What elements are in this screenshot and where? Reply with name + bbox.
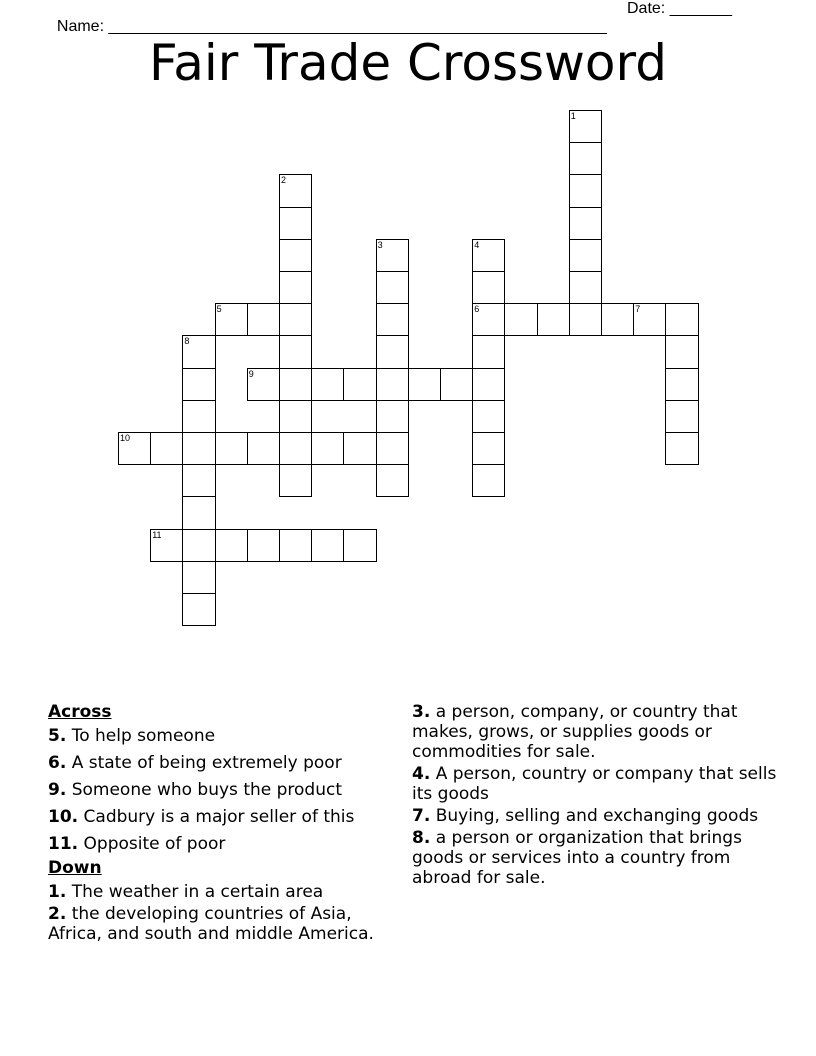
grid-cell[interactable] — [279, 529, 312, 562]
clue-column-right — [412, 702, 777, 890]
grid-cell[interactable] — [311, 432, 344, 465]
clue-item-text: The weather in a certain area — [66, 882, 324, 902]
clue-number-3: 3 — [377, 239, 383, 250]
clue-number-2: 2 — [281, 175, 287, 186]
grid-cell[interactable] — [633, 303, 666, 336]
clue-number-6: 6 — [474, 304, 480, 315]
grid-cell[interactable] — [150, 432, 183, 465]
grid-cell[interactable] — [504, 303, 537, 336]
clue-item-number: 3. — [412, 702, 431, 722]
grid-cell[interactable] — [343, 368, 376, 401]
grid-cell[interactable] — [472, 271, 505, 304]
grid-cell[interactable] — [665, 432, 698, 465]
grid-cell[interactable] — [376, 400, 409, 433]
clue-item — [412, 828, 777, 888]
grid-cell[interactable] — [215, 303, 248, 336]
grid-cell[interactable] — [279, 271, 312, 304]
grid-cell[interactable] — [311, 368, 344, 401]
grid-cell[interactable] — [343, 432, 376, 465]
clue-item-text: Opposite of poor — [78, 834, 226, 854]
grid-cell[interactable] — [440, 368, 473, 401]
grid-cell[interactable] — [182, 432, 215, 465]
clue-item-text: A state of being extremely poor — [66, 753, 342, 773]
grid-cell[interactable] — [376, 432, 409, 465]
grid-cell[interactable] — [569, 142, 602, 175]
clue-item — [48, 726, 403, 746]
clue-item-text: To help someone — [66, 726, 216, 746]
grid-cell[interactable] — [182, 593, 215, 626]
grid-cell[interactable] — [182, 529, 215, 562]
clue-item-number: 11. — [48, 834, 79, 854]
grid-cell[interactable] — [376, 464, 409, 497]
grid-cell[interactable] — [182, 368, 215, 401]
grid-cell[interactable] — [311, 529, 344, 562]
grid-cell[interactable] — [247, 529, 280, 562]
clue-number-5: 5 — [216, 304, 222, 315]
grid-cell[interactable] — [279, 368, 312, 401]
clue-item-text: a person or organization that brings goods or services into a country from abroad for sale. — [412, 828, 742, 888]
clue-item-number: 8. — [412, 828, 431, 848]
clue-item-text: A person, country or company that sells its goods — [412, 764, 777, 804]
name-field-label: Name: ________________________________________________________ — [56, 18, 607, 35]
grid-cell[interactable] — [279, 464, 312, 497]
grid-cell[interactable] — [665, 335, 698, 368]
grid-cell[interactable] — [569, 174, 602, 207]
clue-item-text: a person, company, or country that makes, grows, or supplies goods or commodities for sale. — [412, 702, 738, 762]
clue-item — [48, 904, 403, 944]
grid-cell[interactable] — [537, 303, 570, 336]
grid-cell[interactable] — [182, 400, 215, 433]
grid-cell[interactable] — [247, 432, 280, 465]
grid-cell[interactable] — [182, 496, 215, 529]
grid-cell[interactable] — [247, 303, 280, 336]
grid-cell[interactable] — [279, 207, 312, 240]
grid-cell[interactable] — [182, 335, 215, 368]
clue-item — [48, 834, 403, 854]
clue-number-1: 1 — [570, 111, 576, 121]
grid-cell[interactable] — [408, 368, 441, 401]
grid-cell[interactable] — [279, 303, 312, 336]
grid-cell[interactable] — [376, 239, 409, 272]
clue-item-number: 10. — [48, 807, 79, 827]
clue-number-7: 7 — [635, 304, 641, 315]
grid-cell[interactable] — [247, 368, 280, 401]
down-clue-list — [48, 882, 403, 944]
clue-number-10: 10 — [120, 433, 131, 443]
clue-item-number: 2. — [48, 904, 67, 924]
grid-cell[interactable] — [472, 335, 505, 368]
clue-number-11: 11 — [152, 529, 162, 540]
grid-cell[interactable] — [279, 432, 312, 465]
grid-cell[interactable] — [118, 432, 151, 465]
clue-item — [48, 753, 403, 773]
down-heading: Down — [48, 858, 102, 878]
across-clue-list — [48, 726, 403, 854]
clue-item — [48, 882, 403, 902]
clue-item-number: 5. — [48, 726, 67, 746]
grid-cell[interactable] — [472, 400, 505, 433]
grid-cell[interactable] — [182, 464, 215, 497]
clue-number-9: 9 — [248, 368, 254, 379]
grid-cell[interactable] — [376, 368, 409, 401]
grid-cell[interactable] — [376, 303, 409, 336]
clue-item-text: the developing countries of Asia, Africa, and south and middle America. — [48, 904, 374, 944]
clue-item-text: Buying, selling and exchanging goods — [430, 806, 759, 826]
clue-item-number: 6. — [48, 753, 67, 773]
clue-item-number: 7. — [412, 806, 431, 826]
clue-item — [48, 780, 403, 800]
clue-item — [412, 764, 777, 804]
grid-cell[interactable] — [215, 432, 248, 465]
grid-cell[interactable] — [279, 239, 312, 272]
clue-item-number: 4. — [412, 764, 431, 784]
grid-cell[interactable] — [569, 239, 602, 272]
grid-cell[interactable] — [279, 174, 312, 207]
clue-item-number: 1. — [48, 882, 67, 902]
clue-column-left — [48, 702, 403, 946]
clue-item — [412, 806, 777, 826]
clue-item-text: Cadbury is a major seller of this — [78, 807, 355, 827]
down-clue-list-continued — [412, 702, 777, 888]
across-heading: Across — [48, 702, 112, 722]
grid-cell[interactable] — [665, 400, 698, 433]
clue-number-4: 4 — [474, 239, 480, 250]
grid-cell[interactable] — [665, 368, 698, 401]
page-title: Fair Trade Crossword — [149, 34, 667, 92]
grid-cell[interactable] — [376, 335, 409, 368]
clue-item — [48, 807, 403, 827]
grid-cell[interactable] — [472, 368, 505, 401]
grid-cell[interactable] — [472, 239, 505, 272]
grid-cell[interactable] — [569, 207, 602, 240]
grid-cell[interactable] — [182, 561, 215, 594]
grid-cell[interactable] — [472, 303, 505, 336]
grid-cell[interactable] — [472, 432, 505, 465]
date-field-label: Date: _______ — [627, 0, 732, 17]
clue-number-8: 8 — [184, 336, 190, 347]
grid-cell[interactable] — [279, 400, 312, 433]
grid-cell[interactable] — [569, 110, 602, 143]
grid-cell[interactable] — [376, 271, 409, 304]
grid-cell[interactable] — [601, 303, 634, 336]
grid-cell[interactable] — [215, 529, 248, 562]
clue-item — [412, 702, 777, 762]
clue-item-text: Someone who buys the product — [66, 780, 343, 800]
grid-cell[interactable] — [569, 271, 602, 304]
grid-cell[interactable] — [569, 303, 602, 336]
grid-cell[interactable] — [150, 529, 183, 562]
grid-cell[interactable] — [279, 335, 312, 368]
grid-cell[interactable] — [665, 303, 698, 336]
grid-cell[interactable] — [472, 464, 505, 497]
clue-item-number: 9. — [48, 780, 67, 800]
grid-cell[interactable] — [343, 529, 376, 562]
